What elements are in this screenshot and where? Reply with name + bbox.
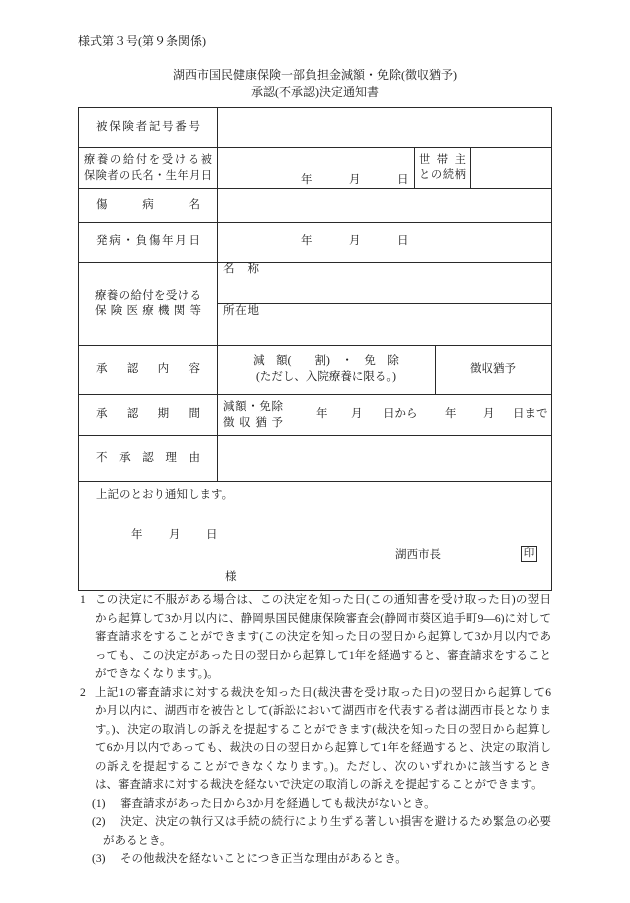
form-number: 様式第３号(第９条関係) (78, 34, 206, 48)
document-title-line1: 湖西市国民健康保険一部負担金減額・免除(徴収猶予) (173, 68, 457, 82)
addressee-honorific: 様 (225, 571, 237, 583)
approval-option-reduction: 減 額( 割) ・ 免 除 (253, 355, 399, 367)
period-label: 承認期間 (96, 408, 200, 420)
approval-label: 承認内容 (96, 363, 200, 375)
birth-date-month: 月 (349, 174, 361, 186)
institution-address-label: 所在地 (223, 305, 259, 317)
institution-name-label: 名称 (223, 263, 259, 275)
period-to-month: 月 (483, 408, 495, 420)
document-title-line2: 承認(不承認)決定通知書 (251, 85, 379, 99)
note-item (80, 684, 551, 795)
table-rule (78, 262, 551, 263)
notice-date-year: 年 (131, 529, 143, 541)
patient-label-line1: 療養の給付を受ける被 (84, 154, 212, 166)
period-to-day: 日まで (513, 408, 548, 420)
approval-option-note: (ただし、入院療養に限る。) (256, 371, 396, 383)
period-type-line2: 徴収猶予 (223, 417, 283, 429)
approval-option-deferral: 徴収猶予 (470, 363, 516, 375)
table-rule (78, 394, 551, 395)
sub-note-text: 決定、決定の執行又は手続の続行により生ずる著しい損害を避けるため緊急の必要があるとき。 (103, 816, 551, 847)
sub-note-item (80, 850, 551, 869)
period-from-year: 年 (316, 408, 328, 420)
note-item (80, 591, 551, 684)
onset-label: 発病・負傷年月日 (96, 235, 200, 247)
table-rule (78, 345, 551, 346)
note-text: 上記1の審査請求に対する裁決を知った日(裁決書を受け取った日)の翌日から起算して6か月以内に、湖西市を被告として(訴訟において湖西市を代表する者は湖西市長となります。)、決定の取消しの訴えを提起することができます(裁決を知った日の翌日から起算して6か月以内であっても、裁決の日の翌日から起算して1年を経過すると、決定の取消しの訴えを提起することができなくなります。)。ただし、次のいずれかに該当するときは、審査請求に対する裁決を経ないで決定の取消しの訴えを提起することができます。 (95, 686, 551, 791)
relation-label-line1: 世帯主 (419, 154, 466, 166)
issuer-name: 湖西市長 (395, 549, 441, 561)
onset-date-month: 月 (349, 235, 361, 247)
sub-note-text: 審査請求があった日から3か月を経過しても裁決がないとき。 (120, 797, 436, 810)
table-rule (217, 303, 551, 304)
institution-label-line2: 保険医療機関等 (95, 305, 201, 317)
note-number: 2 (80, 686, 86, 699)
birth-date-year: 年 (301, 174, 313, 186)
table-rule (78, 435, 551, 436)
insured-number-label: 被保険者記号番号 (96, 121, 200, 133)
sub-note-text: その他裁決を経ないことにつき正当な理由があるとき。 (120, 853, 407, 865)
onset-date-year: 年 (301, 235, 313, 247)
sub-note-number: (1) (92, 797, 106, 810)
notice-date-month: 月 (169, 529, 181, 541)
period-from-day: 日から (383, 408, 418, 420)
sub-note-item (80, 795, 551, 814)
patient-label-line2: 保険者の氏名・生年月日 (84, 170, 212, 182)
sub-note-item (80, 813, 551, 850)
period-to-year: 年 (445, 408, 457, 420)
period-type-line1: 減額・免除 (223, 401, 283, 413)
table-rule (78, 481, 551, 482)
notice-text: 上記のとおり通知します。 (96, 489, 234, 501)
seal-stamp: 印 (521, 546, 537, 562)
table-rule (78, 188, 551, 189)
table-rule (470, 147, 471, 188)
rejection-reason-label: 不承認理由 (96, 452, 200, 464)
institution-label-line1: 療養の給付を受ける (95, 290, 201, 302)
notice-date-day: 日 (206, 529, 218, 541)
relation-label-line2: との続柄 (419, 169, 466, 181)
disease-label: 傷病名 (96, 199, 200, 211)
table-rule (414, 147, 415, 188)
sub-note-number: (3) (92, 853, 106, 865)
note-number: 1 (80, 594, 86, 606)
table-rule (78, 147, 551, 148)
table-rule (217, 107, 218, 481)
period-from-month: 月 (351, 408, 363, 420)
note-text: この決定に不服がある場合は、この決定を知った日(この通知書を受け取った日)の翌日から起算して3か月以内に、静岡県国民健康保険審査会(静岡市葵区追手町9―6)に対して審査請求をすることができます(この決定を知った日の翌日から起算して3か月以内であっても、この決定があった日の翌日から起算して1年を経過すると、審査請求をすることができなくなります。)。 (95, 594, 551, 680)
table-rule (78, 222, 551, 223)
notes-section (80, 591, 551, 869)
sub-note-number: (2) (92, 816, 106, 828)
onset-date-day: 日 (397, 235, 409, 247)
birth-date-day: 日 (397, 174, 409, 186)
